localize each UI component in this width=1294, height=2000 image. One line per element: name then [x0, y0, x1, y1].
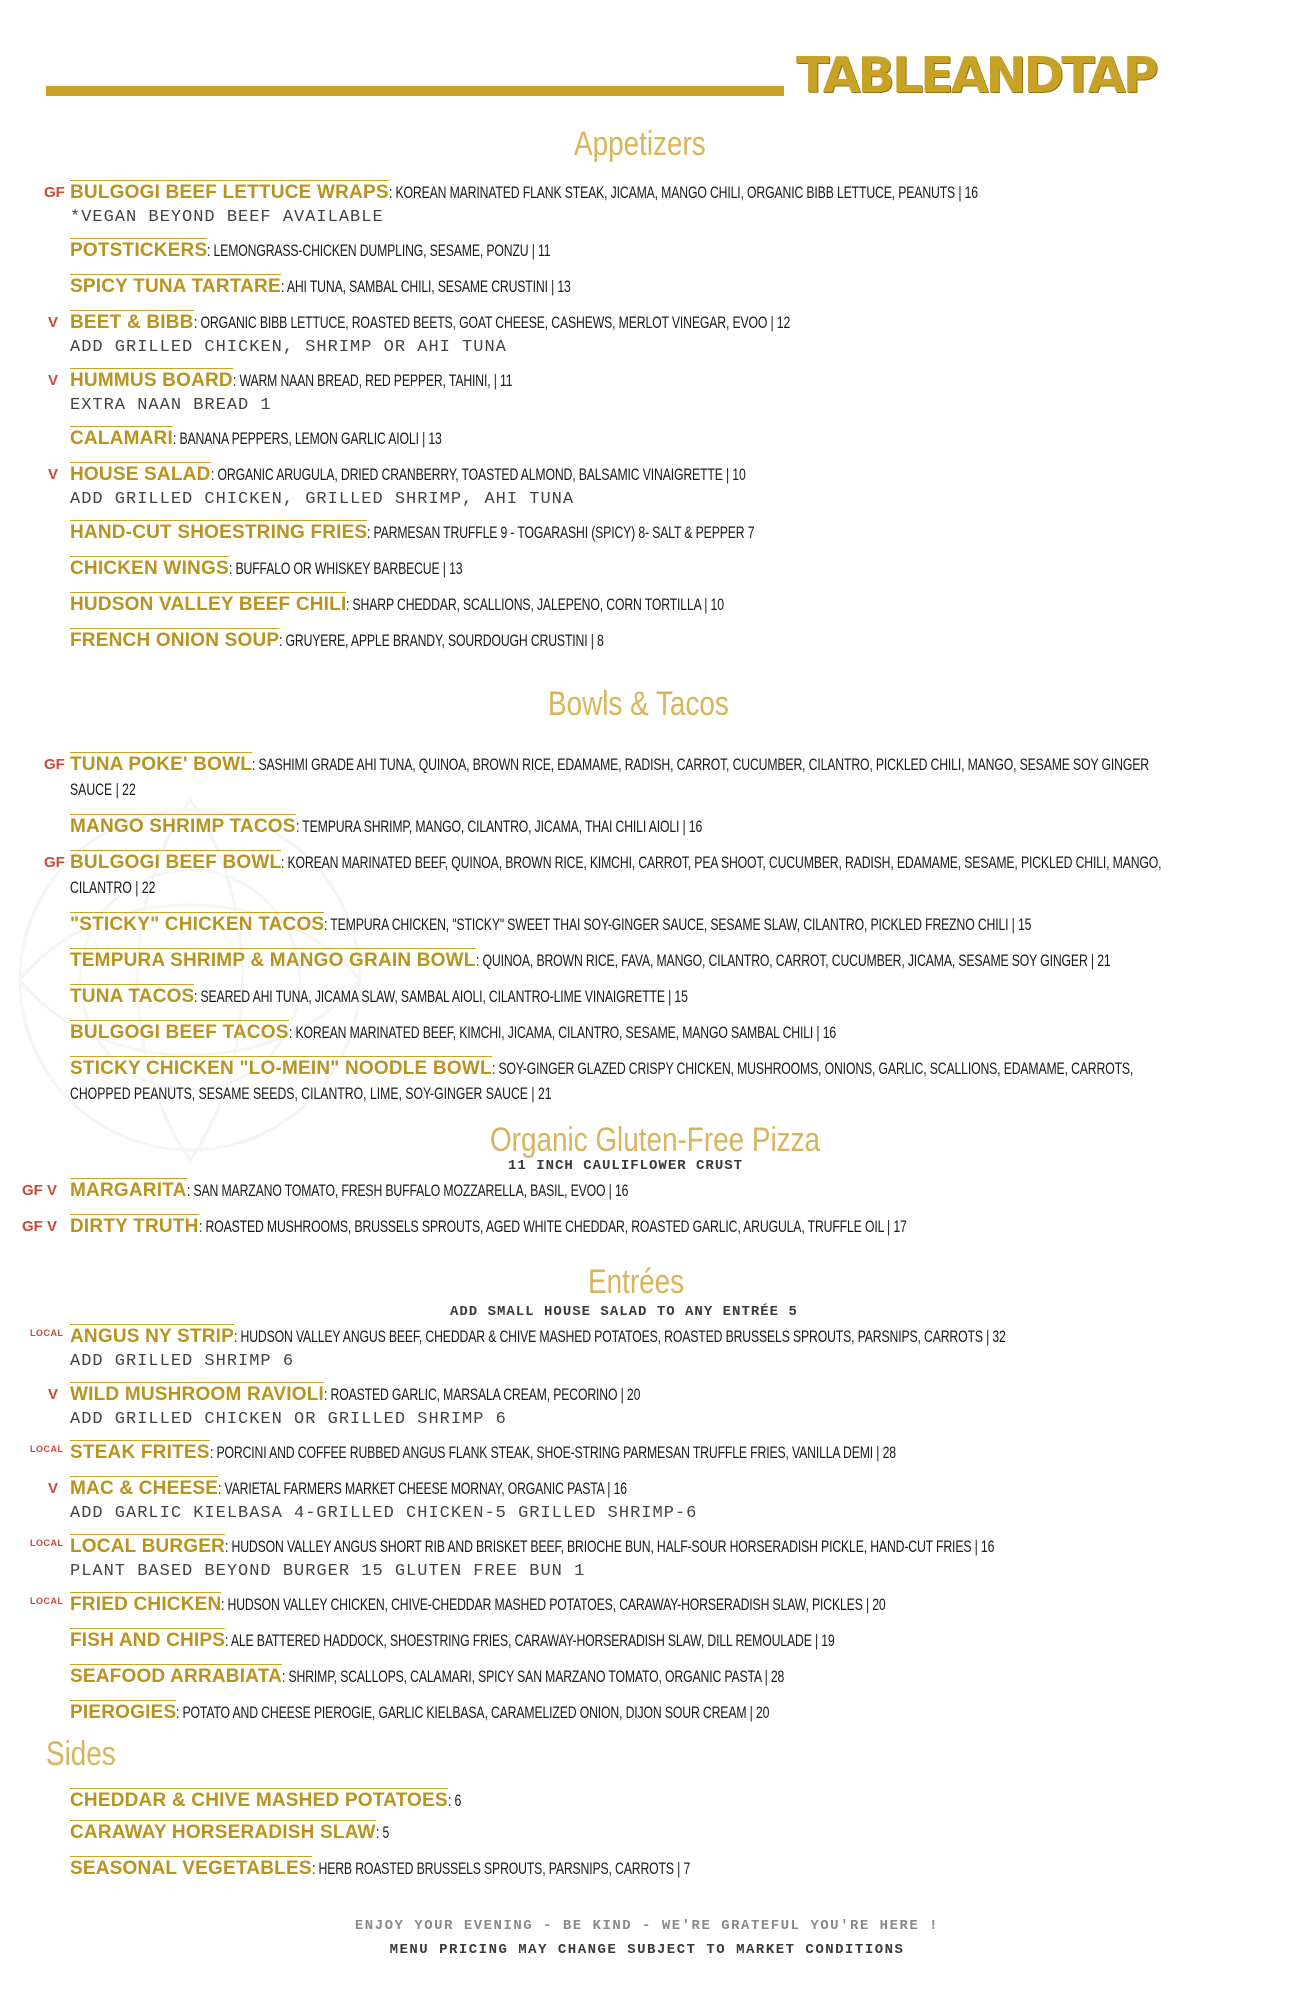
- item-desc: : HUDSON VALLEY ANGUS SHORT RIB AND BRISKET BEEF, BRIOCHE BUN, HALF-SOUR HORSERADISH PICKLE, HAND-CUT FRIES | 16: [225, 1537, 995, 1556]
- item-name: TUNA POKE' BOWL: [70, 754, 253, 775]
- item-name: HUMMUS BOARD: [70, 370, 233, 391]
- item-name: SPICY TUNA TARTARE: [70, 276, 281, 297]
- item-desc: : PORCINI AND COFFEE RUBBED ANGUS FLANK STEAK, SHOE-STRING PARMESAN TRUFFLE FRIES, VANILLA DEMI | 28: [209, 1443, 896, 1462]
- item-desc: : AHI TUNA, SAMBAL CHILI, SESAME CRUSTINI | 13: [280, 277, 571, 296]
- item-note: PLANT BASED BEYOND BURGER 15 GLUTEN FREE BUN 1: [70, 1562, 586, 1581]
- item-desc: : TEMPURA CHICKEN, "STICKY" SWEET THAI SOY-GINGER SAUCE, SESAME SLAW, CILANTRO, PICKLED FREZNO CHILI | 15: [324, 915, 1032, 934]
- brand-logo: TABLEANDTAP: [796, 47, 1156, 104]
- section-title-sides: Sides: [46, 1735, 116, 1773]
- menu-item: [70, 1476, 786, 1526]
- item-name: CHICKEN WINGS: [70, 558, 229, 579]
- item-name: WILD MUSHROOM RAVIOLI: [70, 1384, 324, 1405]
- item-desc: : SHRIMP, SCALLOPS, CALAMARI, SPICY SAN MARZANO TOMATO, ORGANIC PASTA | 28: [282, 1667, 785, 1686]
- menu-item: [70, 752, 1294, 802]
- item-name: BULGOGI BEEF BOWL: [70, 852, 282, 873]
- item-desc: : KOREAN MARINATED FLANK STEAK, JICAMA, MANGO CHILI, ORGANIC BIBB LETTUCE, PEANUTS | 16: [388, 183, 978, 202]
- footer-message: ENJOY YOUR EVENING - BE KIND - WE'RE GRATEFUL YOU'RE HERE !: [354, 1918, 940, 1934]
- menu-item: [70, 948, 1294, 974]
- item-desc: : HUDSON VALLEY CHICKEN, CHIVE-CHEDDAR MASHED POTATOES, CARAWAY-HORSERADISH SLAW, PICKLES | 20: [221, 1595, 887, 1614]
- section-title-entrees: Entrées: [588, 1263, 685, 1301]
- section-title-pizza: Organic Gluten-Free Pizza: [490, 1121, 821, 1159]
- menu-item: [70, 556, 553, 582]
- item-note: ADD GRILLED SHRIMP 6: [70, 1352, 295, 1371]
- menu-item: [70, 628, 730, 654]
- item-name: BEET & BIBB: [70, 312, 194, 333]
- item-desc: : BUFFALO OR WHISKEY BARBECUE | 13: [228, 559, 463, 578]
- tag-local: LOCAL: [30, 1596, 64, 1606]
- item-desc: : POTATO AND CHEESE PIEROGIE, GARLIC KIELBASA, CARAMELIZED ONION, DIJON SOUR CREAM | 20: [176, 1703, 770, 1722]
- item-name: BULGOGI BEEF TACOS: [70, 1022, 289, 1043]
- menu-item: [70, 1534, 1294, 1584]
- item-name: FRIED CHICKEN: [70, 1594, 222, 1615]
- item-name: TUNA TACOS: [70, 986, 195, 1007]
- item-name: FISH AND CHIPS: [70, 1630, 226, 1651]
- item-desc: : VARIETAL FARMERS MARKET CHEESE MORNAY, ORGANIC PASTA | 16: [218, 1479, 627, 1498]
- tag-local: LOCAL: [30, 1328, 64, 1338]
- item-desc: : 5: [375, 1823, 389, 1842]
- item-desc-cont: CILANTRO | 22: [70, 878, 156, 897]
- menu-item: [70, 426, 546, 452]
- menu-item: [70, 1592, 1144, 1618]
- tag-v: V: [48, 1480, 59, 1497]
- item-desc: : SOY-GINGER GLAZED CRISPY CHICKEN, MUSHROOMS, ONIONS, GARLIC, SCALLIONS, EDAMAME, CARROTS,: [491, 1059, 1133, 1078]
- item-name: STEAK FRITES: [70, 1442, 210, 1463]
- item-desc: : SASHIMI GRADE AHI TUNA, QUINOA, BROWN RICE, EDAMAME, RADISH, CARROT, CUCUMBER, CILANTRO, PICKLED CHILI, MANGO, SESAME SOY GINGER: [252, 755, 1149, 774]
- tag-local: LOCAL: [30, 1538, 64, 1548]
- menu-item: [70, 592, 871, 618]
- tag-gf-v: GF V: [22, 1218, 58, 1235]
- item-desc-cont: CHOPPED PEANUTS, SESAME SEEDS, CILANTRO, LIME, SOY-GINGER SAUCE | 21: [70, 1084, 552, 1103]
- menu-item: [70, 1628, 1072, 1654]
- item-name: POTSTICKERS: [70, 240, 208, 261]
- tag-gf: GF: [44, 854, 65, 871]
- item-desc: : LEMONGRASS-CHICKEN DUMPLING, SESAME, PONZU | 11: [207, 241, 551, 260]
- item-desc: : ORGANIC BIBB LETTUCE, ROASTED BEETS, GOAT CHEESE, CASHEWS, MERLOT VINEGAR, EVOO | 12: [193, 313, 790, 332]
- item-note: EXTRA NAAN BREAD 1: [70, 396, 272, 415]
- item-desc: : PARMESAN TRUFFLE 9 - TOGARASHI (SPICY) 8- SALT & PEPPER 7: [367, 523, 755, 542]
- item-desc: : HUDSON VALLEY ANGUS BEEF, CHEDDAR & CHIVE MASHED POTATOES, ROASTED BRUSSELS SPROUTS, PARSNIPS, CARROTS | 32: [233, 1327, 1006, 1346]
- tag-v: V: [48, 466, 59, 483]
- menu-item: [70, 274, 683, 300]
- item-desc: : HERB ROASTED BRUSSELS SPROUTS, PARSNIPS, CARROTS | 7: [311, 1859, 690, 1878]
- item-name: LOCAL BURGER: [70, 1536, 226, 1557]
- tag-gf-v: GF V: [22, 1182, 58, 1199]
- menu-item: [70, 850, 1294, 900]
- item-desc: : QUINOA, BROWN RICE, FAVA, MANGO, CILANTRO, CARROT, CUCUMBER, JICAMA, SESAME SOY GINGER | 21: [475, 951, 1111, 970]
- menu-item: [70, 1856, 837, 1882]
- item-desc: : GRUYERE, APPLE BRANDY, SOURDOUGH CRUSTINI | 8: [279, 631, 604, 650]
- menu-item: [70, 912, 1294, 938]
- menu-item: [70, 1020, 1048, 1046]
- item-name: STICKY CHICKEN "LO-MEIN" NOODLE BOWL: [70, 1058, 492, 1079]
- item-name: FRENCH ONION SOUP: [70, 630, 280, 651]
- item-name: SEASONAL VEGETABLES: [70, 1858, 312, 1879]
- item-name: ANGUS NY STRIP: [70, 1326, 234, 1347]
- menu-item: [70, 1056, 1294, 1106]
- item-name: DIRTY TRUTH: [70, 1216, 199, 1237]
- item-desc: : ROASTED MUSHROOMS, BRUSSELS SPROUTS, AGED WHITE CHEDDAR, ROASTED GARLIC, ARUGULA, TRUFFLE OIL | 17: [198, 1217, 907, 1236]
- menu-item: [70, 180, 1207, 230]
- item-name: "STICKY" CHICKEN TACOS: [70, 914, 325, 935]
- pizza-subtitle: 11 INCH CAULIFLOWER CRUST: [508, 1158, 744, 1174]
- item-note: ADD GRILLED CHICKEN OR GRILLED SHRIMP 6: [70, 1410, 507, 1429]
- item-desc: : ORGANIC ARUGULA, DRIED CRANBERRY, TOASTED ALMOND, BALSAMIC VINAIGRETTE | 10: [210, 465, 746, 484]
- item-desc: : SEARED AHI TUNA, JICAMA SLAW, SAMBAL AIOLI, CILANTRO-LIME VINAIGRETTE | 15: [194, 987, 689, 1006]
- item-desc: : TEMPURA SHRIMP, MANGO, CILANTRO, JICAMA, THAI CHILI AIOLI | 16: [295, 817, 702, 836]
- item-note: ADD GARLIC KIELBASA 4-GRILLED CHICKEN-5 GRILLED SHRIMP-6: [70, 1504, 698, 1523]
- menu-item: [70, 1324, 1294, 1374]
- menu-item: [70, 368, 621, 418]
- menu-item: [70, 1700, 1000, 1726]
- item-name: HUDSON VALLEY BEEF CHILI: [70, 594, 347, 615]
- tag-v: V: [48, 1386, 59, 1403]
- menu-item: [70, 984, 880, 1010]
- item-name: CALAMARI: [70, 428, 173, 449]
- tag-local: LOCAL: [30, 1444, 64, 1454]
- item-name: CHEDDAR & CHIVE MASHED POTATOES: [70, 1790, 448, 1811]
- item-note: *VEGAN BEYOND BEEF AVAILABLE: [70, 208, 384, 227]
- item-desc: : 6: [447, 1791, 461, 1810]
- section-title-bowls: Bowls & Tacos: [548, 685, 729, 723]
- menu-item: [70, 1214, 1181, 1240]
- item-name: PIEROGIES: [70, 1702, 177, 1723]
- section-title-appetizers: Appetizers: [574, 125, 706, 163]
- tag-v: V: [48, 314, 59, 331]
- tag-gf: GF: [44, 756, 65, 773]
- item-desc: : BANANA PEPPERS, LEMON GARLIC AIOLI | 13: [172, 429, 442, 448]
- item-note: ADD GRILLED CHICKEN, GRILLED SHRIMP, AHI TUNA: [70, 490, 575, 509]
- entrees-subtitle: ADD SMALL HOUSE SALAD TO ANY ENTRÉE 5: [450, 1304, 798, 1320]
- menu-item: [70, 1440, 1162, 1466]
- item-name: HAND-CUT SHOESTRING FRIES: [70, 522, 368, 543]
- item-desc-cont: SAUCE | 22: [70, 780, 136, 799]
- item-desc: : KOREAN MARINATED BEEF, KIMCHI, JICAMA, CILANTRO, SESAME, MANGO SAMBAL CHILI | 16: [288, 1023, 836, 1042]
- item-name: SEAFOOD ARRABIATA: [70, 1666, 283, 1687]
- menu-item: [70, 238, 684, 264]
- item-note: ADD GRILLED CHICKEN, SHRIMP OR AHI TUNA: [70, 338, 507, 357]
- menu-item: [70, 1788, 466, 1814]
- tag-gf: GF: [44, 184, 65, 201]
- footer-pricing-note: MENU PRICING MAY CHANGE SUBJECT TO MARKET CONDITIONS: [389, 1942, 905, 1958]
- item-desc: : SAN MARZANO TOMATO, FRESH BUFFALO MOZZARELLA, BASIL, EVOO | 16: [186, 1181, 628, 1200]
- menu-item: [70, 1382, 763, 1432]
- item-name: BULGOGI BEEF LETTUCE WRAPS: [70, 182, 389, 203]
- item-desc: : ALE BATTERED HADDOCK, SHOESTRING FRIES, CARAWAY-HORSERADISH SLAW, DILL REMOULADE | 19: [225, 1631, 835, 1650]
- item-desc: : SHARP CHEDDAR, SCALLIONS, JALEPENO, CORN TORTILLA | 10: [346, 595, 725, 614]
- menu-item: [70, 310, 1022, 360]
- item-name: CARAWAY HORSERADISH SLAW: [70, 1822, 376, 1843]
- menu-item: [70, 814, 860, 840]
- header-rule: [46, 86, 784, 96]
- menu-item: [70, 1664, 980, 1690]
- item-desc: : KOREAN MARINATED BEEF, QUINOA, BROWN RICE, KIMCHI, CARROT, PEA SHOOT, CUCUMBER, RADISH, EDAMAME, SESAME, PICKLED CHILI, MANGO,: [281, 853, 1162, 872]
- menu-item: [70, 1820, 394, 1846]
- item-desc: : WARM NAAN BREAD, RED PEPPER, TAHINI, | 11: [232, 371, 513, 390]
- menu-item: [70, 520, 905, 546]
- item-name: MARGARITA: [70, 1180, 187, 1201]
- item-name: MAC & CHEESE: [70, 1478, 219, 1499]
- item-desc: : ROASTED GARLIC, MARSALA CREAM, PECORINO | 20: [324, 1385, 641, 1404]
- item-name: TEMPURA SHRIMP & MANGO GRAIN BOWL: [70, 950, 476, 971]
- tag-v: V: [48, 372, 59, 389]
- menu-item: [70, 462, 953, 512]
- item-name: HOUSE SALAD: [70, 464, 211, 485]
- menu-item: [70, 1178, 799, 1204]
- item-name: MANGO SHRIMP TACOS: [70, 816, 296, 837]
